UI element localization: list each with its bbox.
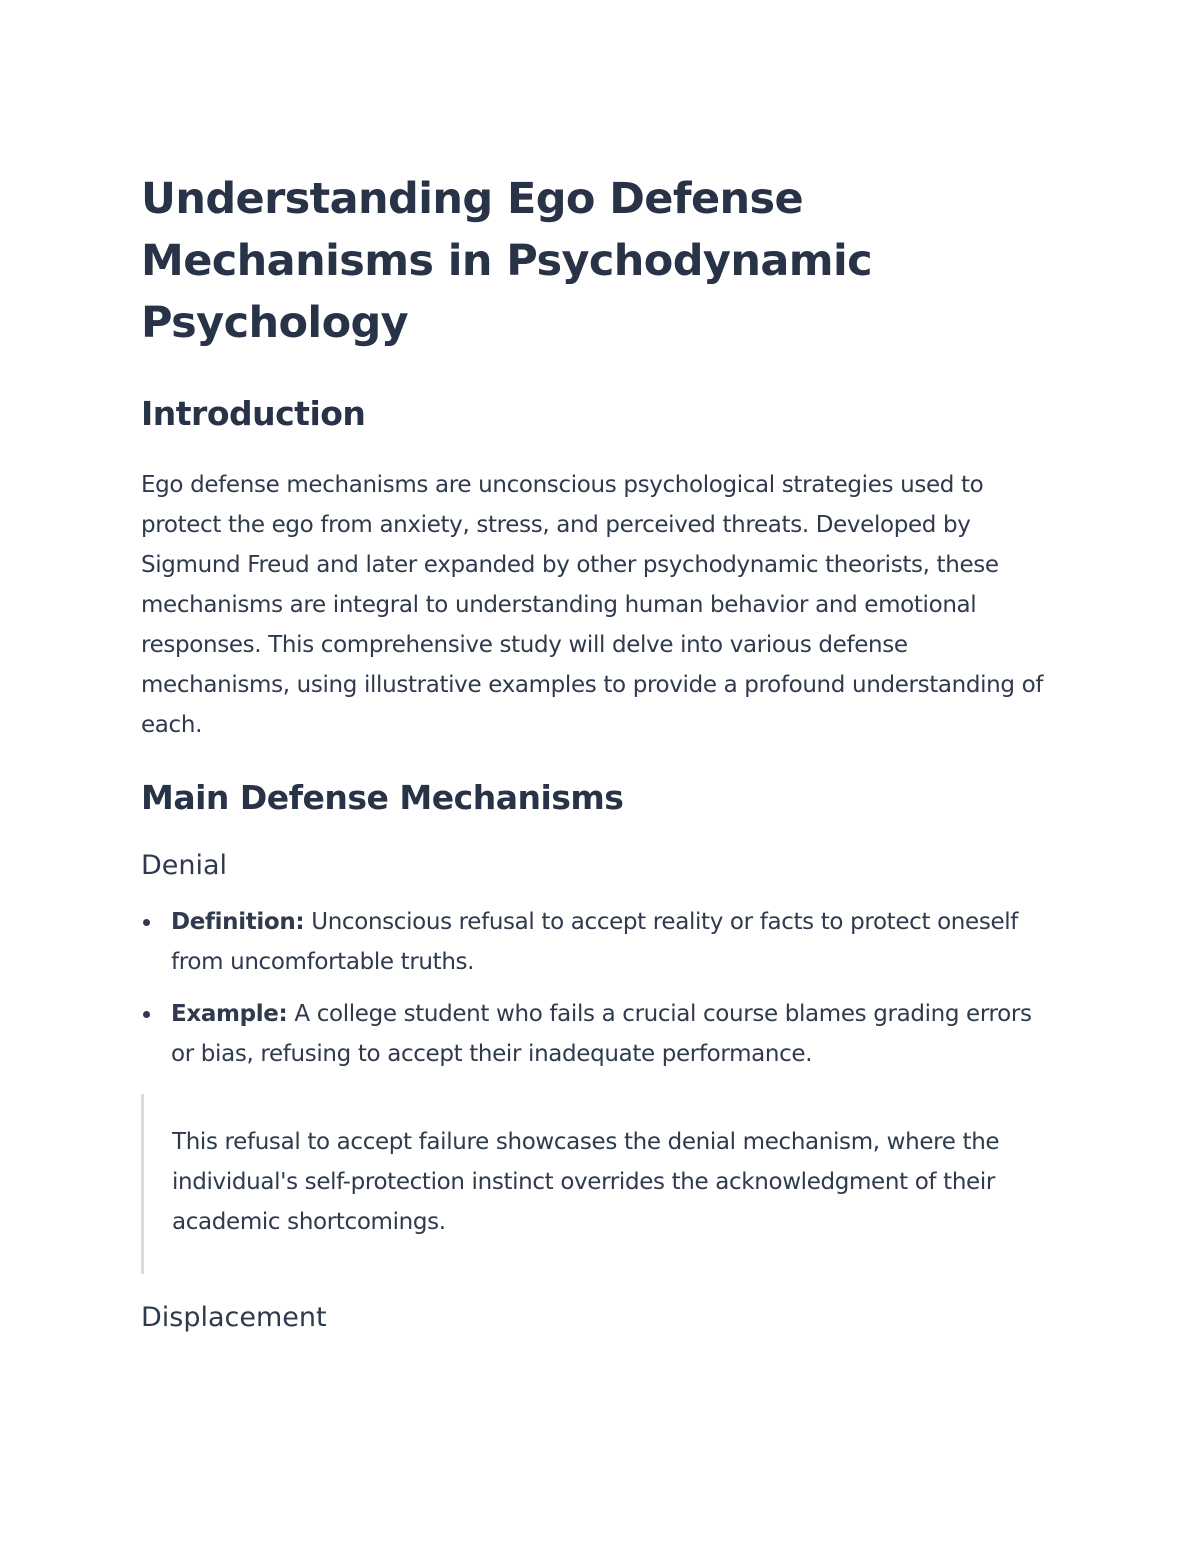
main-defense-mechanisms-heading: Main Defense Mechanisms (141, 778, 624, 817)
list-item-example (141, 994, 1046, 1074)
bullet-icon (143, 919, 150, 926)
denial-heading: Denial (141, 850, 228, 881)
denial-list (141, 902, 1046, 1074)
denial-blockquote (141, 1094, 1046, 1274)
document-page (141, 168, 1046, 1336)
definition-term: Definition: (171, 909, 305, 935)
example-text: A college student who fails a crucial course blames grading errors or bias, refusing to accept their inadequate performance. (171, 1001, 1032, 1067)
list-item-definition (141, 902, 1046, 982)
introduction-heading: Introduction (141, 394, 366, 433)
bullet-icon (143, 1011, 150, 1018)
introduction-paragraph: Ego defense mechanisms are unconscious psychological strategies used to protect the ego from anxiety, stress, and perceived threats. Developed by Sigmund Freud and later expanded by other psychodynamic theorists, these mechanisms are integral to understanding human behavior and emotional responses. This comprehensive study will delve into various defense mechanisms, using illustrative examples to provide a profound understanding of each. (141, 472, 1044, 738)
displacement-heading: Displacement (141, 1302, 327, 1333)
definition-text: Unconscious refusal to accept reality or facts to protect oneself from uncomfortable truths. (171, 909, 1019, 975)
document-title: Understanding Ego Defense Mechanisms in Psychodynamic Psychology (141, 174, 873, 348)
blockquote-text: This refusal to accept failure showcases the denial mechanism, where the individual's self-protection instinct overrides the acknowledgment of their academic shortcomings. (172, 1129, 1000, 1235)
example-term: Example: (171, 1001, 288, 1027)
